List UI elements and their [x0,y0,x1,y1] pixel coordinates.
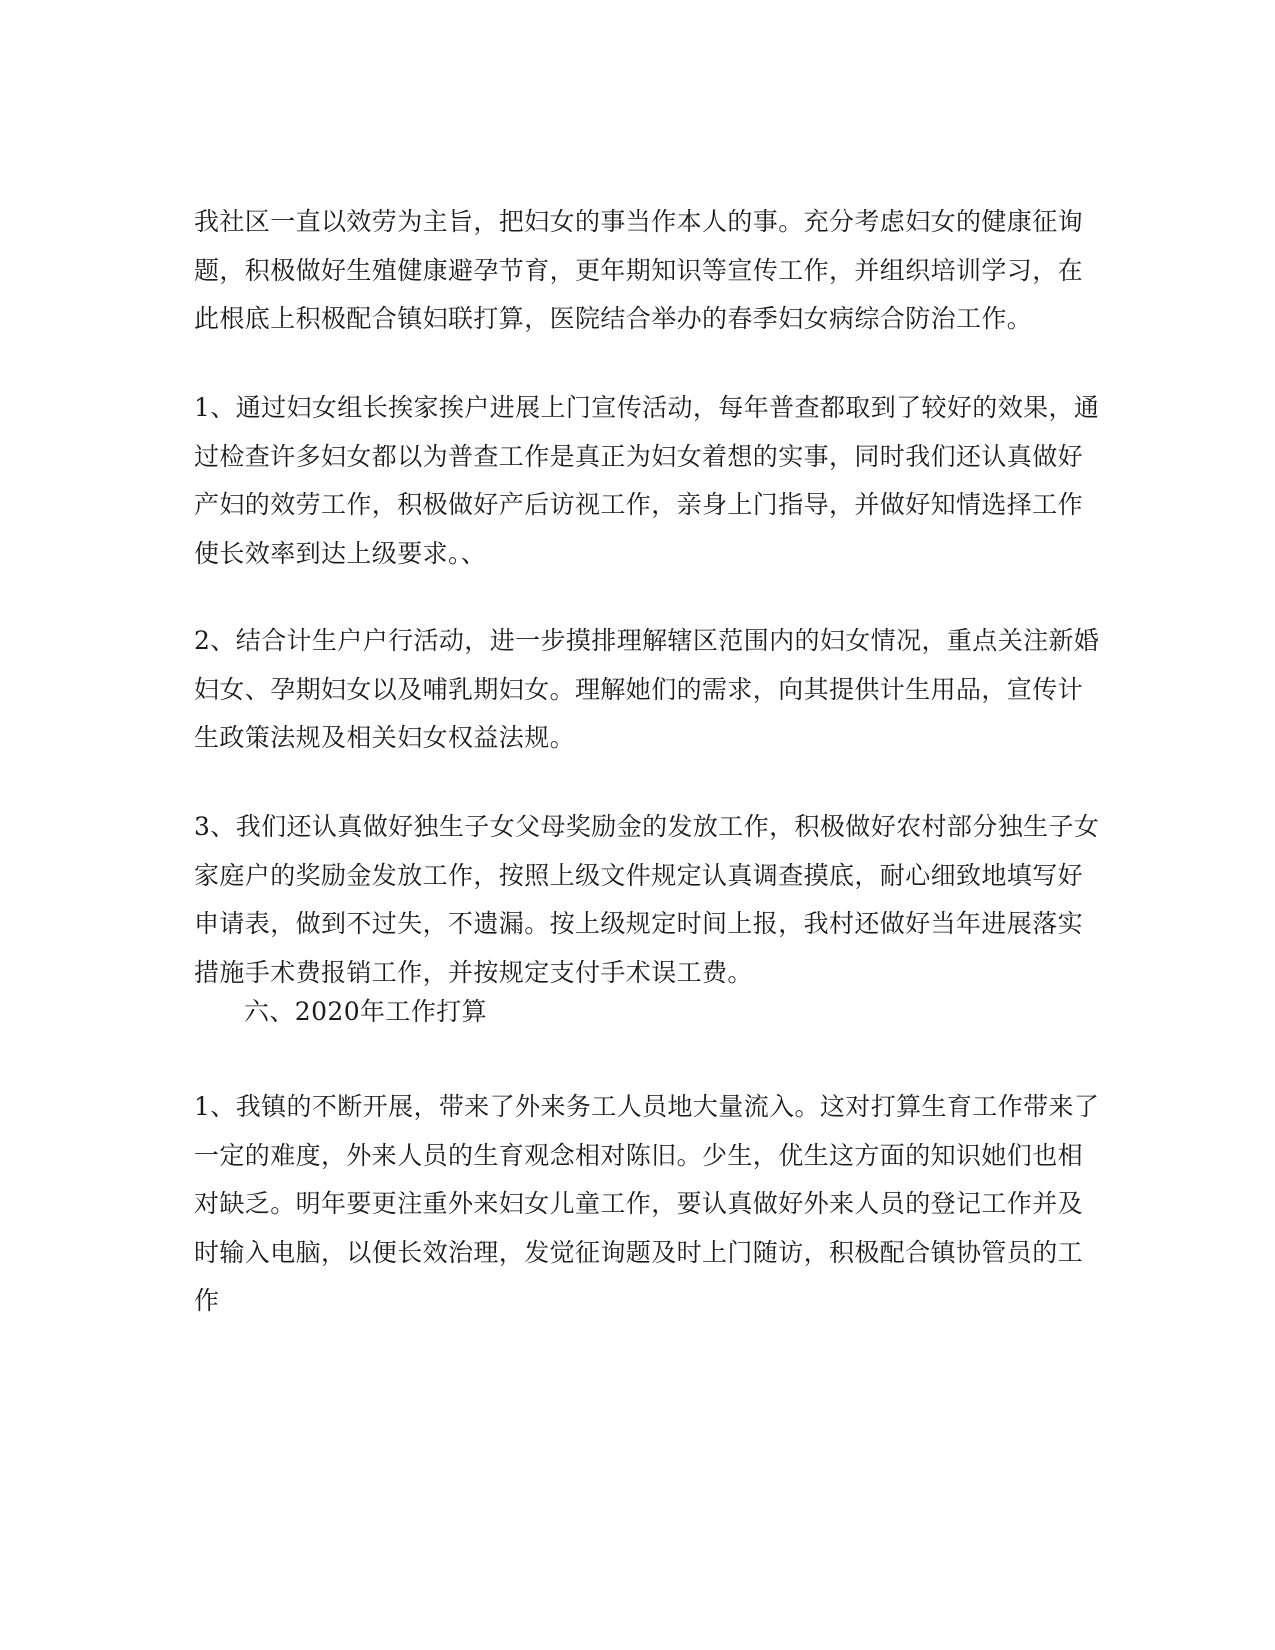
text-line: 题，积极做好生殖健康避孕节育，更年期知识等宣传工作，并组织培训学习，在 [194,255,1084,285]
text-line: 作 [194,1286,220,1315]
text-line: 1、通过妇女组长挨家挨户进展上门宣传活动，每年普查都取到了较好的效果，通 [194,393,1100,422]
text-line: 家庭户的奖励金发放工作，按照上级文件规定认真调查摸底，耐心细致地填写好 [194,860,1084,890]
text-line: 1、我镇的不断开展，带来了外来务工人员地大量流入。这对打算生育工作带来了 [194,1092,1100,1121]
text-line: 申请表，做到不过失，不遗漏。按上级规定时间上报，我村还做好当年进展落实 [194,909,1084,938]
text-line: 时输入电脑，以便长效治理，发觉征询题及时上门随访，积极配合镇协管员的工 [194,1237,1084,1267]
paragraph-plan-1 [194,1083,1100,1326]
section-heading: 六、2020年工作打算 [244,997,488,1026]
text-line: 一定的难度，外来人员的生育观念相对陈旧。少生，优生这方面的知识她们也相 [194,1140,1084,1170]
text-line: 3、我们还认真做好独生子女父母奖励金的发放工作，积极做好农村部分独生子女 [194,812,1100,841]
paragraph-item-2 [194,617,1100,763]
text-line: 过检查许多妇女都以为普查工作是真正为妇女着想的实事，同时我们还认真做好 [194,441,1084,471]
paragraph-item-3 [194,803,1100,997]
text-line: 使长效率到达上级要求。、 [194,538,487,568]
text-line: 对缺乏。明年要更注重外来妇女儿童工作，要认真做好外来人员的登记工作并及 [194,1189,1084,1218]
paragraph-intro [194,198,1084,344]
text-line: 此根底上积极配合镇妇联打算，医院结合举办的春季妇女病综合防治工作。 [194,304,1033,333]
text-line: 妇女、孕期妇女以及哺乳期妇女。理解她们的需求，向其提供计生用品，宣传计 [194,674,1084,704]
text-line: 我社区一直以效劳为主旨，把妇女的事当作本人的事。充分考虑妇女的健康征询 [194,207,1084,236]
text-line: 生政策法规及相关妇女权益法规。 [194,723,576,752]
text-line: 产妇的效劳工作，积极做好产后访视工作，亲身上门指导，并做好知情选择工作 [194,490,1084,519]
text-line: 措施手术费报销工作，并按规定支付手术误工费。 [194,957,753,987]
text-line: 2、结合计生户户行活动，进一步摸排理解辖区范围内的妇女情况，重点关注新婚 [194,626,1100,655]
paragraph-item-1 [194,384,1100,578]
